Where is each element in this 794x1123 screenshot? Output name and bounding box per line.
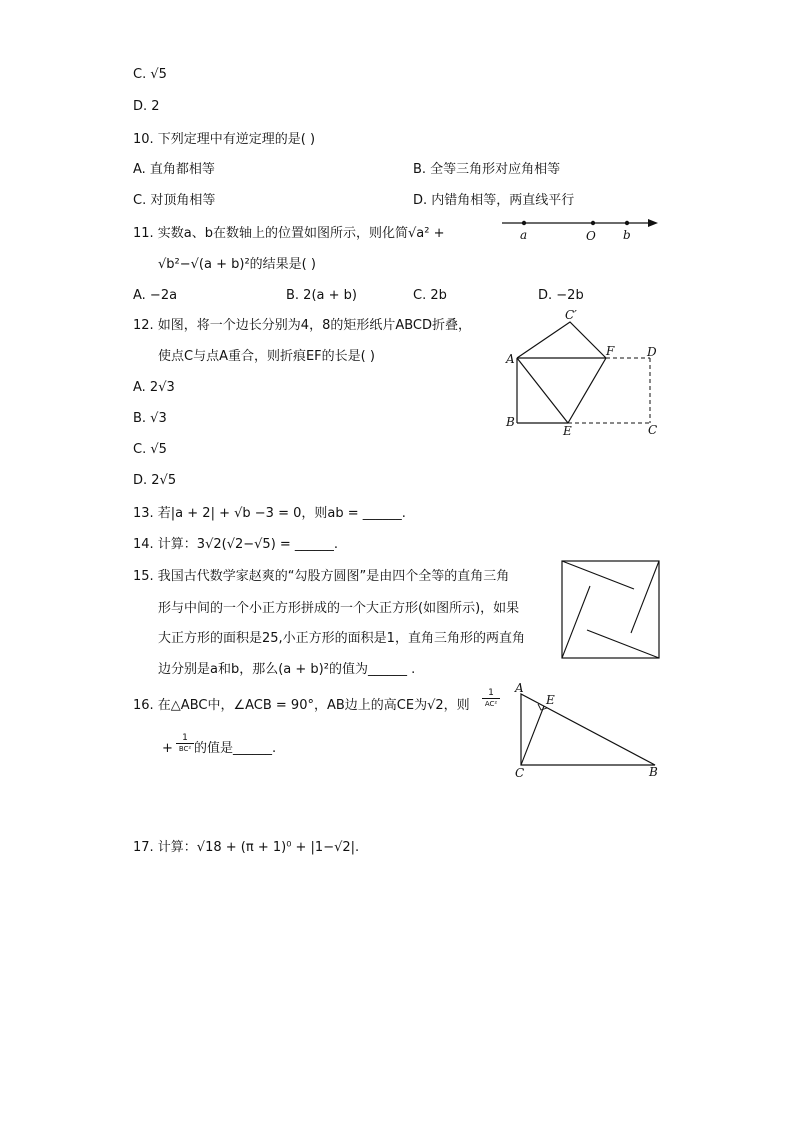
q10-option-c: C. 对顶角相等 [133, 193, 216, 208]
q12-option-c: C. √5 [133, 442, 167, 457]
q13-stem: 13. 若|a + 2| + √b −3 = 0，则ab = ______. [133, 506, 406, 521]
label-a: a [520, 228, 528, 242]
q10-option-a: A. 直角都相等 [133, 162, 215, 177]
zhao-shuang-square-figure [560, 559, 662, 661]
q9-option-d: D. 2 [133, 99, 160, 114]
q12-option-d: D. 2√5 [133, 473, 177, 488]
q11-stem: 11. 实数a、b在数轴上的位置如图所示，则化简√a² + [133, 226, 445, 241]
label-b: b [623, 228, 631, 242]
q10-option-d: D. 内错角相等，两直线平行 [413, 193, 575, 208]
q15-stem: 15. 我国古代数学家赵爽的“勾股方圆图”是由四个全等的直角三角 [133, 569, 510, 584]
q16-plus: + [162, 741, 173, 756]
q12-option-b: B. √3 [133, 411, 167, 426]
label-c: C [515, 766, 525, 780]
q16-fraction-2 [176, 733, 194, 754]
point-b [625, 221, 629, 225]
fraction-numerator: 1 [488, 688, 494, 698]
q11-option-b: B. 2(a + b) [286, 288, 357, 303]
q12-option-a: A. 2√3 [133, 380, 175, 395]
fraction-numerator: 1 [182, 733, 188, 743]
fraction-denominator: AC² [482, 698, 500, 709]
label-c-prime: C′ [565, 308, 577, 322]
label-o: O [586, 229, 596, 243]
q10-stem: 10. 下列定理中有逆定理的是( ) [133, 132, 316, 147]
label-b: B [506, 415, 515, 429]
q11-option-d: D. −2b [538, 288, 584, 303]
point-o [591, 221, 595, 225]
label-a: A [506, 352, 515, 366]
label-f: F [606, 344, 615, 358]
label-c: C [648, 423, 658, 437]
label-e: E [563, 424, 572, 438]
q11-option-c: C. 2b [413, 288, 447, 303]
q10-option-b: B. 全等三角形对应角相等 [413, 162, 561, 177]
folded-rectangle-figure [500, 305, 666, 440]
right-triangle-figure [510, 680, 666, 780]
q16-stem-2: 的值是______. [194, 741, 277, 756]
q12-stem-2: 使点C与点A重合，则折痕EF的长是( ) [158, 349, 375, 364]
q11-stem-2: √b²−√(a + b)²的结果是( ) [158, 257, 316, 272]
q9-option-c: C. √5 [133, 67, 167, 82]
point-a [522, 221, 526, 225]
q12-stem: 12. 如图，将一个边长分别为4，8的矩形纸片ABCD折叠， [133, 318, 472, 333]
fraction-denominator: BC² [176, 743, 194, 754]
label-b: B [649, 765, 658, 779]
label-d: D [647, 345, 657, 359]
label-a: A [515, 681, 524, 695]
number-line-arrow [648, 219, 658, 227]
q15-stem-3: 大正方形的面积是25,小正方形的面积是1，直角三角形的两直角 [158, 631, 525, 646]
q17-stem: 17. 计算：√18 + (π + 1)⁰ + |1−√2|. [133, 840, 360, 855]
q15-stem-2: 形与中间的一个小正方形拼成的一个大正方形(如图所示)，如果 [158, 601, 520, 616]
number-line-figure [498, 212, 664, 244]
q16-fraction-1 [482, 688, 500, 709]
q11-option-a: A. −2a [133, 288, 178, 303]
q16-stem: 16. 在△ABC中，∠ACB = 90°，AB边上的高CE为√2，则 [133, 698, 470, 713]
q15-stem-4: 边分别是a和b，那么(a + b)²的值为______ . [158, 662, 416, 677]
q14-stem: 14. 计算：3√2(√2−√5) = ______. [133, 537, 339, 552]
label-e: E [546, 693, 555, 707]
